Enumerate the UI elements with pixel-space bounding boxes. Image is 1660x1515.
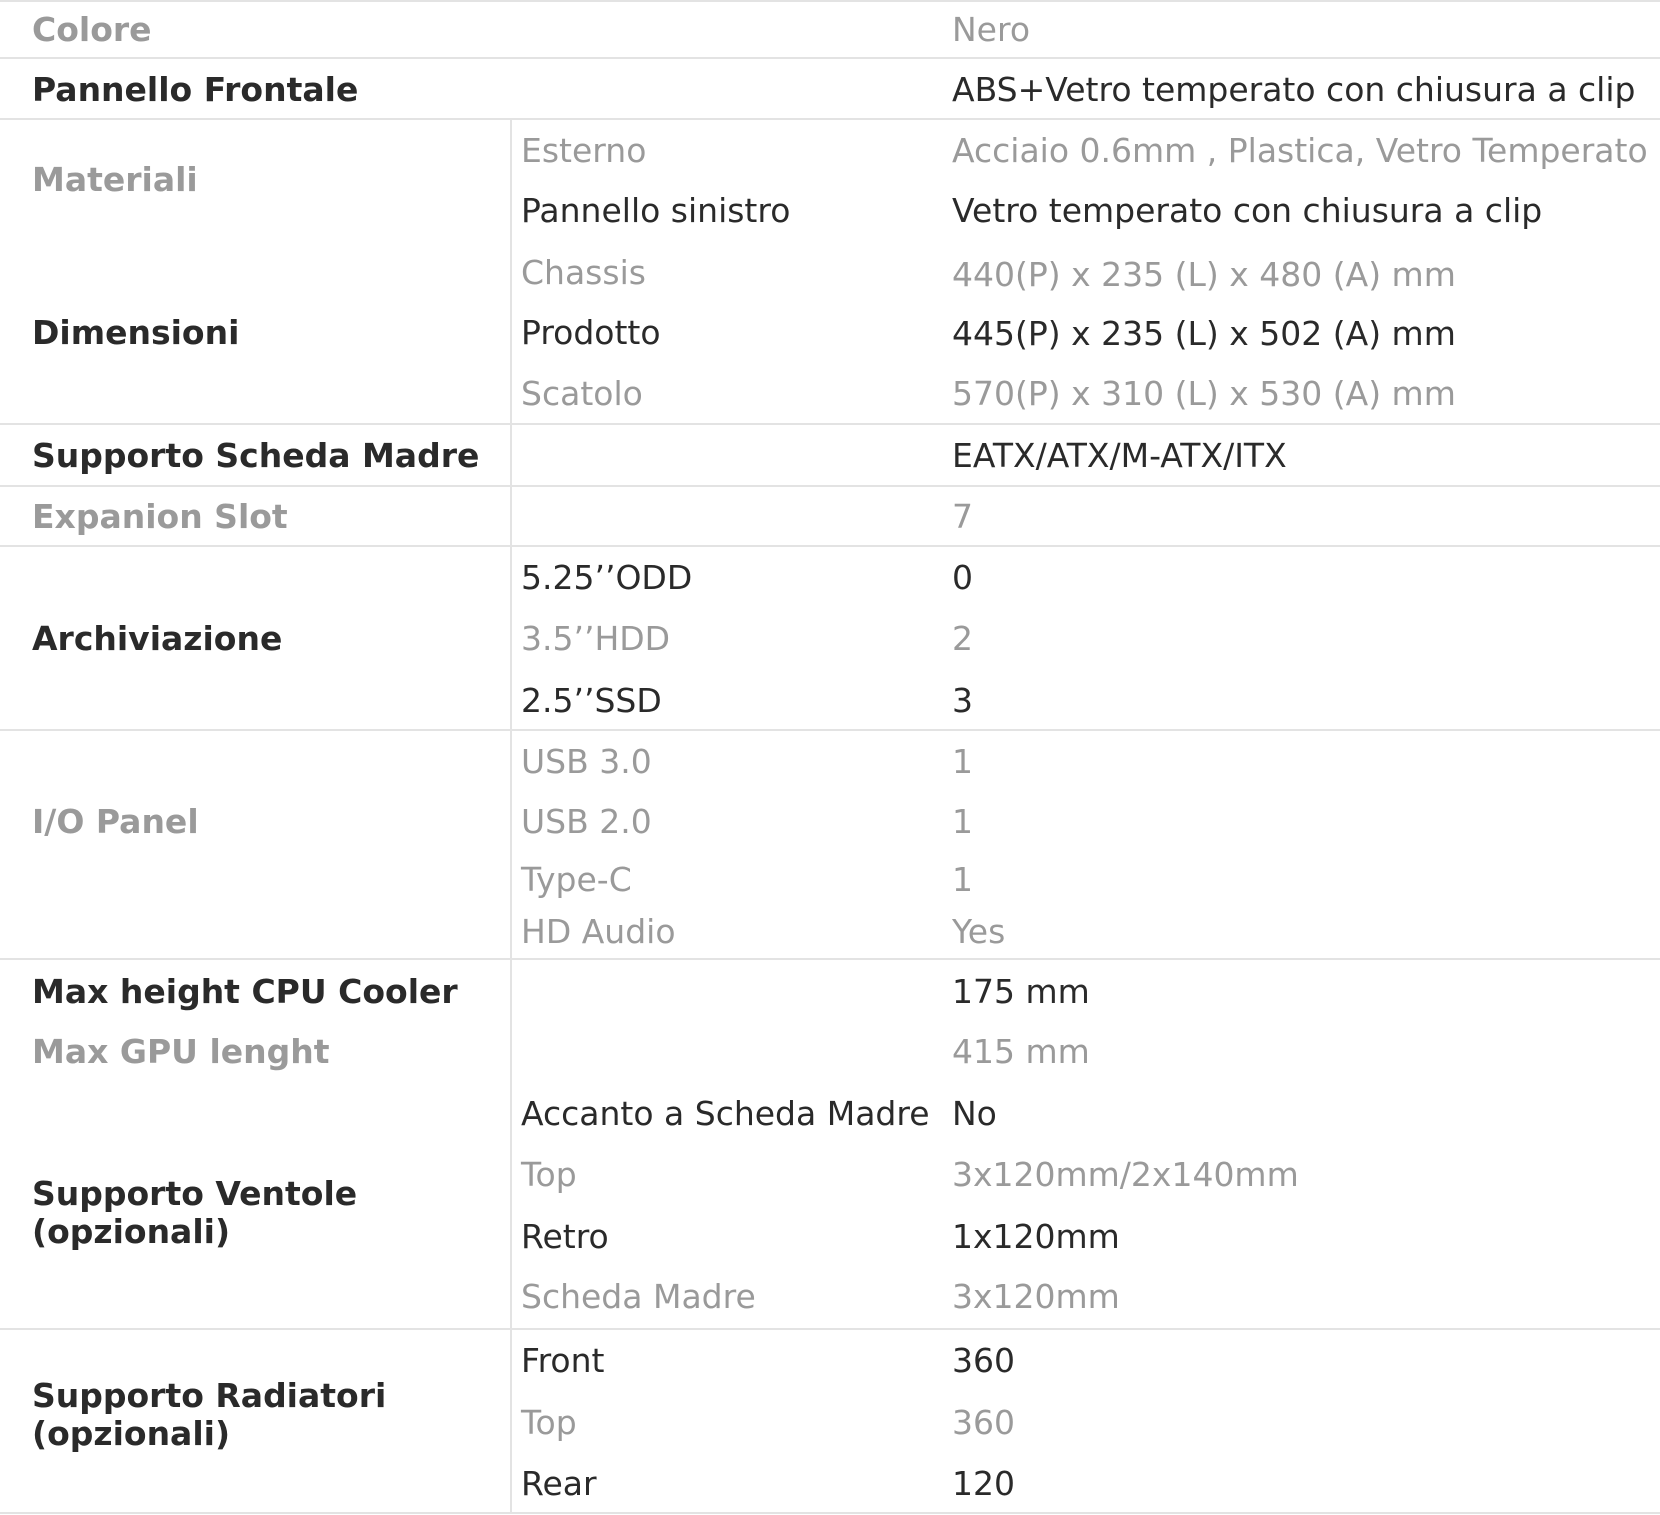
value-colore: Nero — [952, 10, 1031, 49]
key-odd: 5.25’’ODD — [521, 558, 693, 597]
label-max-gpu: Max GPU lenght — [32, 1032, 330, 1071]
value-esterno: Acciaio 0.6mm , Plastica, Vetro Temperato — [952, 131, 1648, 170]
value-ventole-retro: 1x120mm — [952, 1217, 1120, 1256]
label-materiali: Materiali — [32, 160, 198, 199]
value-supporto-scheda-madre: EATX/ATX/M-ATX/ITX — [952, 436, 1287, 475]
key-ssd: 2.5’’SSD — [521, 681, 662, 720]
label-io-panel: I/O Panel — [32, 802, 199, 841]
value-type-c: 1 — [952, 860, 973, 899]
value-hd-audio: Yes — [952, 912, 1006, 951]
row-divider — [0, 118, 1660, 120]
value-hdd: 2 — [952, 619, 973, 658]
key-radiatori-top: Top — [521, 1403, 577, 1442]
value-max-gpu: 415 mm — [952, 1032, 1090, 1071]
key-accanto-scheda-madre: Accanto a Scheda Madre — [521, 1094, 930, 1133]
label-colore: Colore — [32, 10, 152, 49]
row-divider — [0, 545, 1660, 547]
key-usb3: USB 3.0 — [521, 742, 652, 781]
label-supporto-ventole: Supporto Ventole (opzionali) — [32, 1174, 358, 1251]
key-chassis: Chassis — [521, 253, 646, 292]
value-usb2: 1 — [952, 802, 973, 841]
row-divider — [0, 485, 1660, 487]
value-radiatori-top: 360 — [952, 1403, 1015, 1442]
label-expansion-slot: Expanion Slot — [32, 497, 288, 536]
value-prodotto: 445(P) x 235 (L) x 502 (A) mm — [952, 314, 1456, 353]
value-accanto-scheda-madre: No — [952, 1094, 997, 1133]
value-ventole-scheda-madre: 3x120mm — [952, 1277, 1120, 1316]
row-divider — [0, 0, 1660, 2]
value-ventole-top: 3x120mm/2x140mm — [952, 1155, 1299, 1194]
key-hdd: 3.5’’HDD — [521, 619, 671, 658]
key-usb2: USB 2.0 — [521, 802, 652, 841]
row-divider — [0, 958, 1660, 960]
label-archiviazione: Archiviazione — [32, 619, 283, 658]
value-max-cpu-cooler: 175 mm — [952, 972, 1090, 1011]
value-odd: 0 — [952, 558, 973, 597]
value-usb3: 1 — [952, 742, 973, 781]
row-divider — [0, 423, 1660, 425]
value-expansion-slot: 7 — [952, 497, 973, 536]
row-divider — [0, 57, 1660, 59]
key-ventole-scheda-madre: Scheda Madre — [521, 1277, 756, 1316]
value-ssd: 3 — [952, 681, 973, 720]
key-hd-audio: HD Audio — [521, 912, 676, 951]
key-ventole-top: Top — [521, 1155, 577, 1194]
key-radiatori-front: Front — [521, 1341, 605, 1380]
value-radiatori-rear: 120 — [952, 1464, 1015, 1503]
label-pannello-frontale: Pannello Frontale — [32, 70, 359, 109]
key-esterno: Esterno — [521, 131, 647, 170]
key-pannello-sinistro: Pannello sinistro — [521, 191, 791, 230]
value-chassis: 440(P) x 235 (L) x 480 (A) mm — [952, 255, 1456, 294]
column-divider — [510, 118, 512, 1514]
key-prodotto: Prodotto — [521, 313, 661, 352]
row-divider — [0, 1512, 1660, 1514]
key-scatolo: Scatolo — [521, 374, 643, 413]
key-radiatori-rear: Rear — [521, 1464, 597, 1503]
key-ventole-retro: Retro — [521, 1217, 609, 1256]
value-radiatori-front: 360 — [952, 1341, 1015, 1380]
label-dimensioni: Dimensioni — [32, 313, 240, 352]
label-supporto-radiatori: Supporto Radiatori (opzionali) — [32, 1376, 387, 1453]
value-scatolo: 570(P) x 310 (L) x 530 (A) mm — [952, 374, 1456, 413]
value-pannello-sinistro: Vetro temperato con chiusura a clip — [952, 191, 1543, 230]
label-supporto-scheda-madre: Supporto Scheda Madre — [32, 436, 480, 475]
label-max-cpu-cooler: Max height CPU Cooler — [32, 972, 458, 1011]
value-pannello-frontale: ABS+Vetro temperato con chiusura a clip — [952, 70, 1636, 109]
row-divider — [0, 729, 1660, 731]
key-type-c: Type-C — [521, 860, 632, 899]
row-divider — [0, 1328, 1660, 1330]
